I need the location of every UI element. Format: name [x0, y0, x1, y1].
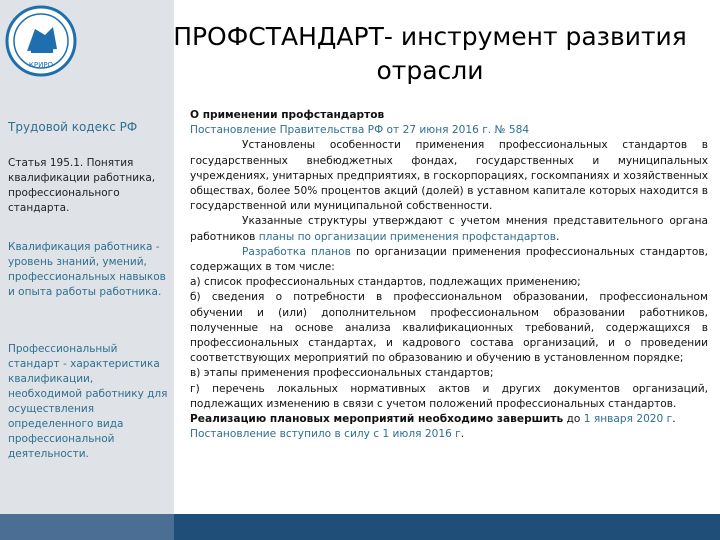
sidebar-qualification: Квалификация работника - уровень знаний, умений, профессиональных навыков и опыта работы работника. [8, 241, 166, 298]
paragraph-2-text: Указанные структуры утверждают с учетом мнения представительного органа работников [190, 215, 708, 243]
kriro-logo [5, 5, 77, 77]
paragraph-3 [190, 245, 708, 275]
deadline-date: 1 января 2020 г [583, 413, 673, 426]
deadline-mid: до [563, 413, 584, 426]
paragraph-2 [190, 214, 708, 244]
plans-link[interactable]: планы по организации применения профстандартов [258, 230, 556, 243]
main-content [190, 108, 708, 442]
paragraph-2-end: . [555, 230, 560, 243]
plans-development-link[interactable]: Разработка планов [242, 245, 351, 258]
sidebar-article: Статья 195.1. Понятия квалификации работника, профессионального стандарта. [8, 157, 156, 214]
list-item-v: в) этапы применения профессиональных стандартов; [190, 367, 494, 380]
decree-link[interactable]: Постановление Правительства РФ от 27 июня 2016 г. № 584 [190, 124, 530, 137]
title-line-2: отрасли [376, 56, 484, 85]
deadline-bold: Реализацию плановых мероприятий необходимо завершить [190, 413, 564, 426]
paragraph-1: Установлены особенности применения профессиональных стандартов в государственных внебюджетных фондах, государственных и муниципальных учреждениях, унитарных предприятиях, в госкорпорациях, госкомпаниях и хозяйственных обществах, более 50% процентов акций (долей) в уставном капитале которых находится в государственной или муниципальной собственности. [190, 139, 708, 213]
list-item-g: г) перечень локальных нормативных актов и других документов организаций, подлежащих изменению в связи с учетом положений профессиональных стандартов. [190, 382, 708, 410]
effective-text: Постановление вступило в силу с [190, 428, 383, 441]
svg-text:КРИРО: КРИРО [28, 61, 54, 69]
sidebar-heading: Трудовой кодекс РФ [8, 120, 138, 134]
deadline-end: . [672, 413, 676, 426]
effective-date: 1 июля 2016 г [382, 428, 461, 441]
paragraph-3-text: по организации применения профессиональных стандартов, содержащих в том числе: [190, 245, 708, 274]
content-heading: О применении профстандартов [190, 109, 385, 121]
effective-paragraph [190, 427, 708, 442]
list-item-a: а) список профессиональных стандартов, подлежащих применению; [190, 276, 581, 289]
deadline-paragraph [190, 412, 708, 427]
title-line-1: ПРОФСТАНДАРТ- инструмент развития [173, 22, 687, 51]
page-title [170, 20, 690, 88]
list-item-b: б) сведения о потребности в профессиональном образовании, профессиональном обучении и (или) дополнительном профессиональном образовании работников, полученные на основе анализа квалификационных требований, содержащихся в профессиональных стандартах, и кадрового состава организаций, и о проведении соответствующих мероприятий по образованию и обучению в установленном порядке; [190, 291, 708, 365]
bottom-bar [0, 514, 720, 540]
sidebar-standard: Профессиональный стандарт - характеристика квалификации, необходимой работнику для осуществления определенного вида профессиональной деятельности. [8, 343, 168, 460]
effective-end: . [460, 428, 465, 441]
bottom-bar-left [0, 514, 174, 540]
